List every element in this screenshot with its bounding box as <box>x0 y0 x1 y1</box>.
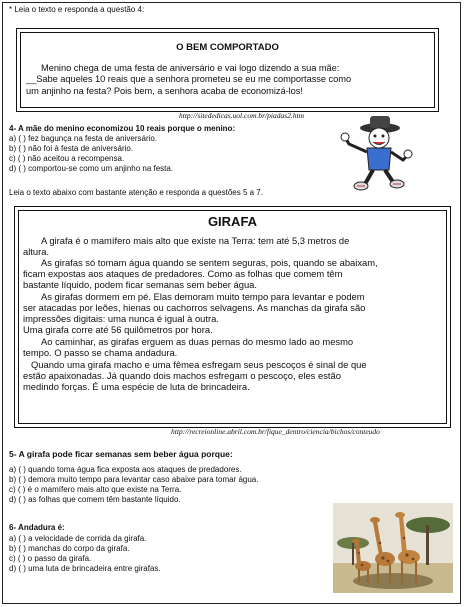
girafa-box <box>18 210 447 424</box>
option-4c[interactable]: c) ( ) não aceitou a recompensa. <box>9 154 125 163</box>
girafa-line-11: tempo. O passo se chama andadura. <box>23 347 178 358</box>
option-5a[interactable]: a) ( ) quando toma água fica exposta aos ataques de predadores. <box>9 465 242 474</box>
question-5-options <box>9 465 258 505</box>
girafa-line-6: As girafas dormem em pé. Elas demoram muito tempo para levantar e podem <box>41 291 365 302</box>
girafa-source: http://recreionline.abril.com.br/fique_dentro/ciencia/bichos/conteudo <box>171 427 380 436</box>
story-line-2: __Sabe aqueles 10 reais que a senhora prometeu se eu me comportasse como <box>26 74 352 84</box>
question-5: 5- A girafa pode ficar semanas sem beber água porque: <box>9 449 233 459</box>
girafa-line-12: Quando uma girafa macho e uma fêmea esfregam seus pescoços é sinal de que <box>31 359 367 370</box>
question-6-options <box>9 534 161 574</box>
girafa-line-13: estão apaixonadas. Já quando dois machos esfregam o pescoço, eles estão <box>23 370 341 381</box>
girafa-line-4: ficam expostas aos ataques de predadores. Como as folhas que comem têm <box>23 268 343 279</box>
option-6d[interactable]: d) ( ) uma luta de brincadeira entre girafas. <box>9 564 161 573</box>
girafa-line-10: Ao caminhar, as girafas erguem as duas pernas do mesmo lado ao mesmo <box>41 336 354 347</box>
girafa-line-7: ser atacadas por leões, hienas ou cachorros selvagens. As manchas da girafa são <box>23 302 366 313</box>
option-6b[interactable]: b) ( ) manchas do corpo da girafa. <box>9 544 130 553</box>
option-4b[interactable]: b) ( ) não foi à festa de aniversário. <box>9 144 134 153</box>
story-box <box>20 32 435 108</box>
story-source: http://sitededicas.uol.com.br/piadas2.htm <box>179 111 304 120</box>
girafa-box-outer <box>14 206 451 428</box>
girafa-line-9: Uma girafa corre até 56 quilômetros por hora. <box>23 324 213 335</box>
girafa-line-14: medindo forças. É uma espécie de luta de brincadeira. <box>23 381 250 392</box>
option-5b[interactable]: b) ( ) demora muito tempo para levantar caso abaixe para tomar água. <box>9 475 259 484</box>
option-4a[interactable]: a) ( ) fez bagunça na festa de aniversário. <box>9 134 158 143</box>
question-6: 6- Andadura é: <box>9 523 65 532</box>
option-6c[interactable]: c) ( ) o passo da girafa. <box>9 554 92 563</box>
girafa-line-8: impressões digitais: uma nunca é igual à outra. <box>23 313 219 324</box>
girafa-line-2: altura. <box>23 246 50 257</box>
story-title: O BEM COMPORTADO <box>176 42 279 53</box>
cartoon-boy-illustration <box>337 114 417 194</box>
story-line-1: Menino chega de uma festa de aniversário e vai logo dizendo a sua mãe: <box>41 63 340 73</box>
header-instruction: * Leia o texto e responda a questão 4: <box>9 5 145 14</box>
girafa-title: GIRAFA <box>207 214 258 229</box>
girafa-line-3: As girafas só tomam água quando se sentem seguras, pois, quando se abaixam, <box>41 257 378 268</box>
giraffes-photo <box>333 503 453 593</box>
story-line-3: um anjinho na festa? Pois bem, a senhora acaba de economizá-los! <box>26 86 303 96</box>
option-6a[interactable]: a) ( ) a velocidade de corrida da girafa. <box>9 534 147 543</box>
option-5d[interactable]: d) ( ) as folhas que comem têm bastante líquido. <box>9 495 181 504</box>
worksheet-page <box>2 2 461 604</box>
question-4-options <box>9 134 173 174</box>
option-5c[interactable]: c) ( ) é o mamífero mais alto que existe na Terra. <box>9 485 182 494</box>
story-box-outer <box>16 28 439 112</box>
question-4: 4- A mãe do menino economizou 10 reais porque o menino: <box>9 124 236 133</box>
girafa-line-5: bastante líquido, podem ficar semanas sem beber água. <box>23 279 257 290</box>
option-4d[interactable]: d) ( ) comportou-se como um anjinho na festa. <box>9 164 174 173</box>
instruction-2: Leia o texto abaixo com bastante atenção e responda a questões 5 a 7. <box>9 188 263 197</box>
girafa-line-1: A girafa é o mamífero mais alto que existe na Terra: tem até 5,3 metros de <box>41 235 350 246</box>
